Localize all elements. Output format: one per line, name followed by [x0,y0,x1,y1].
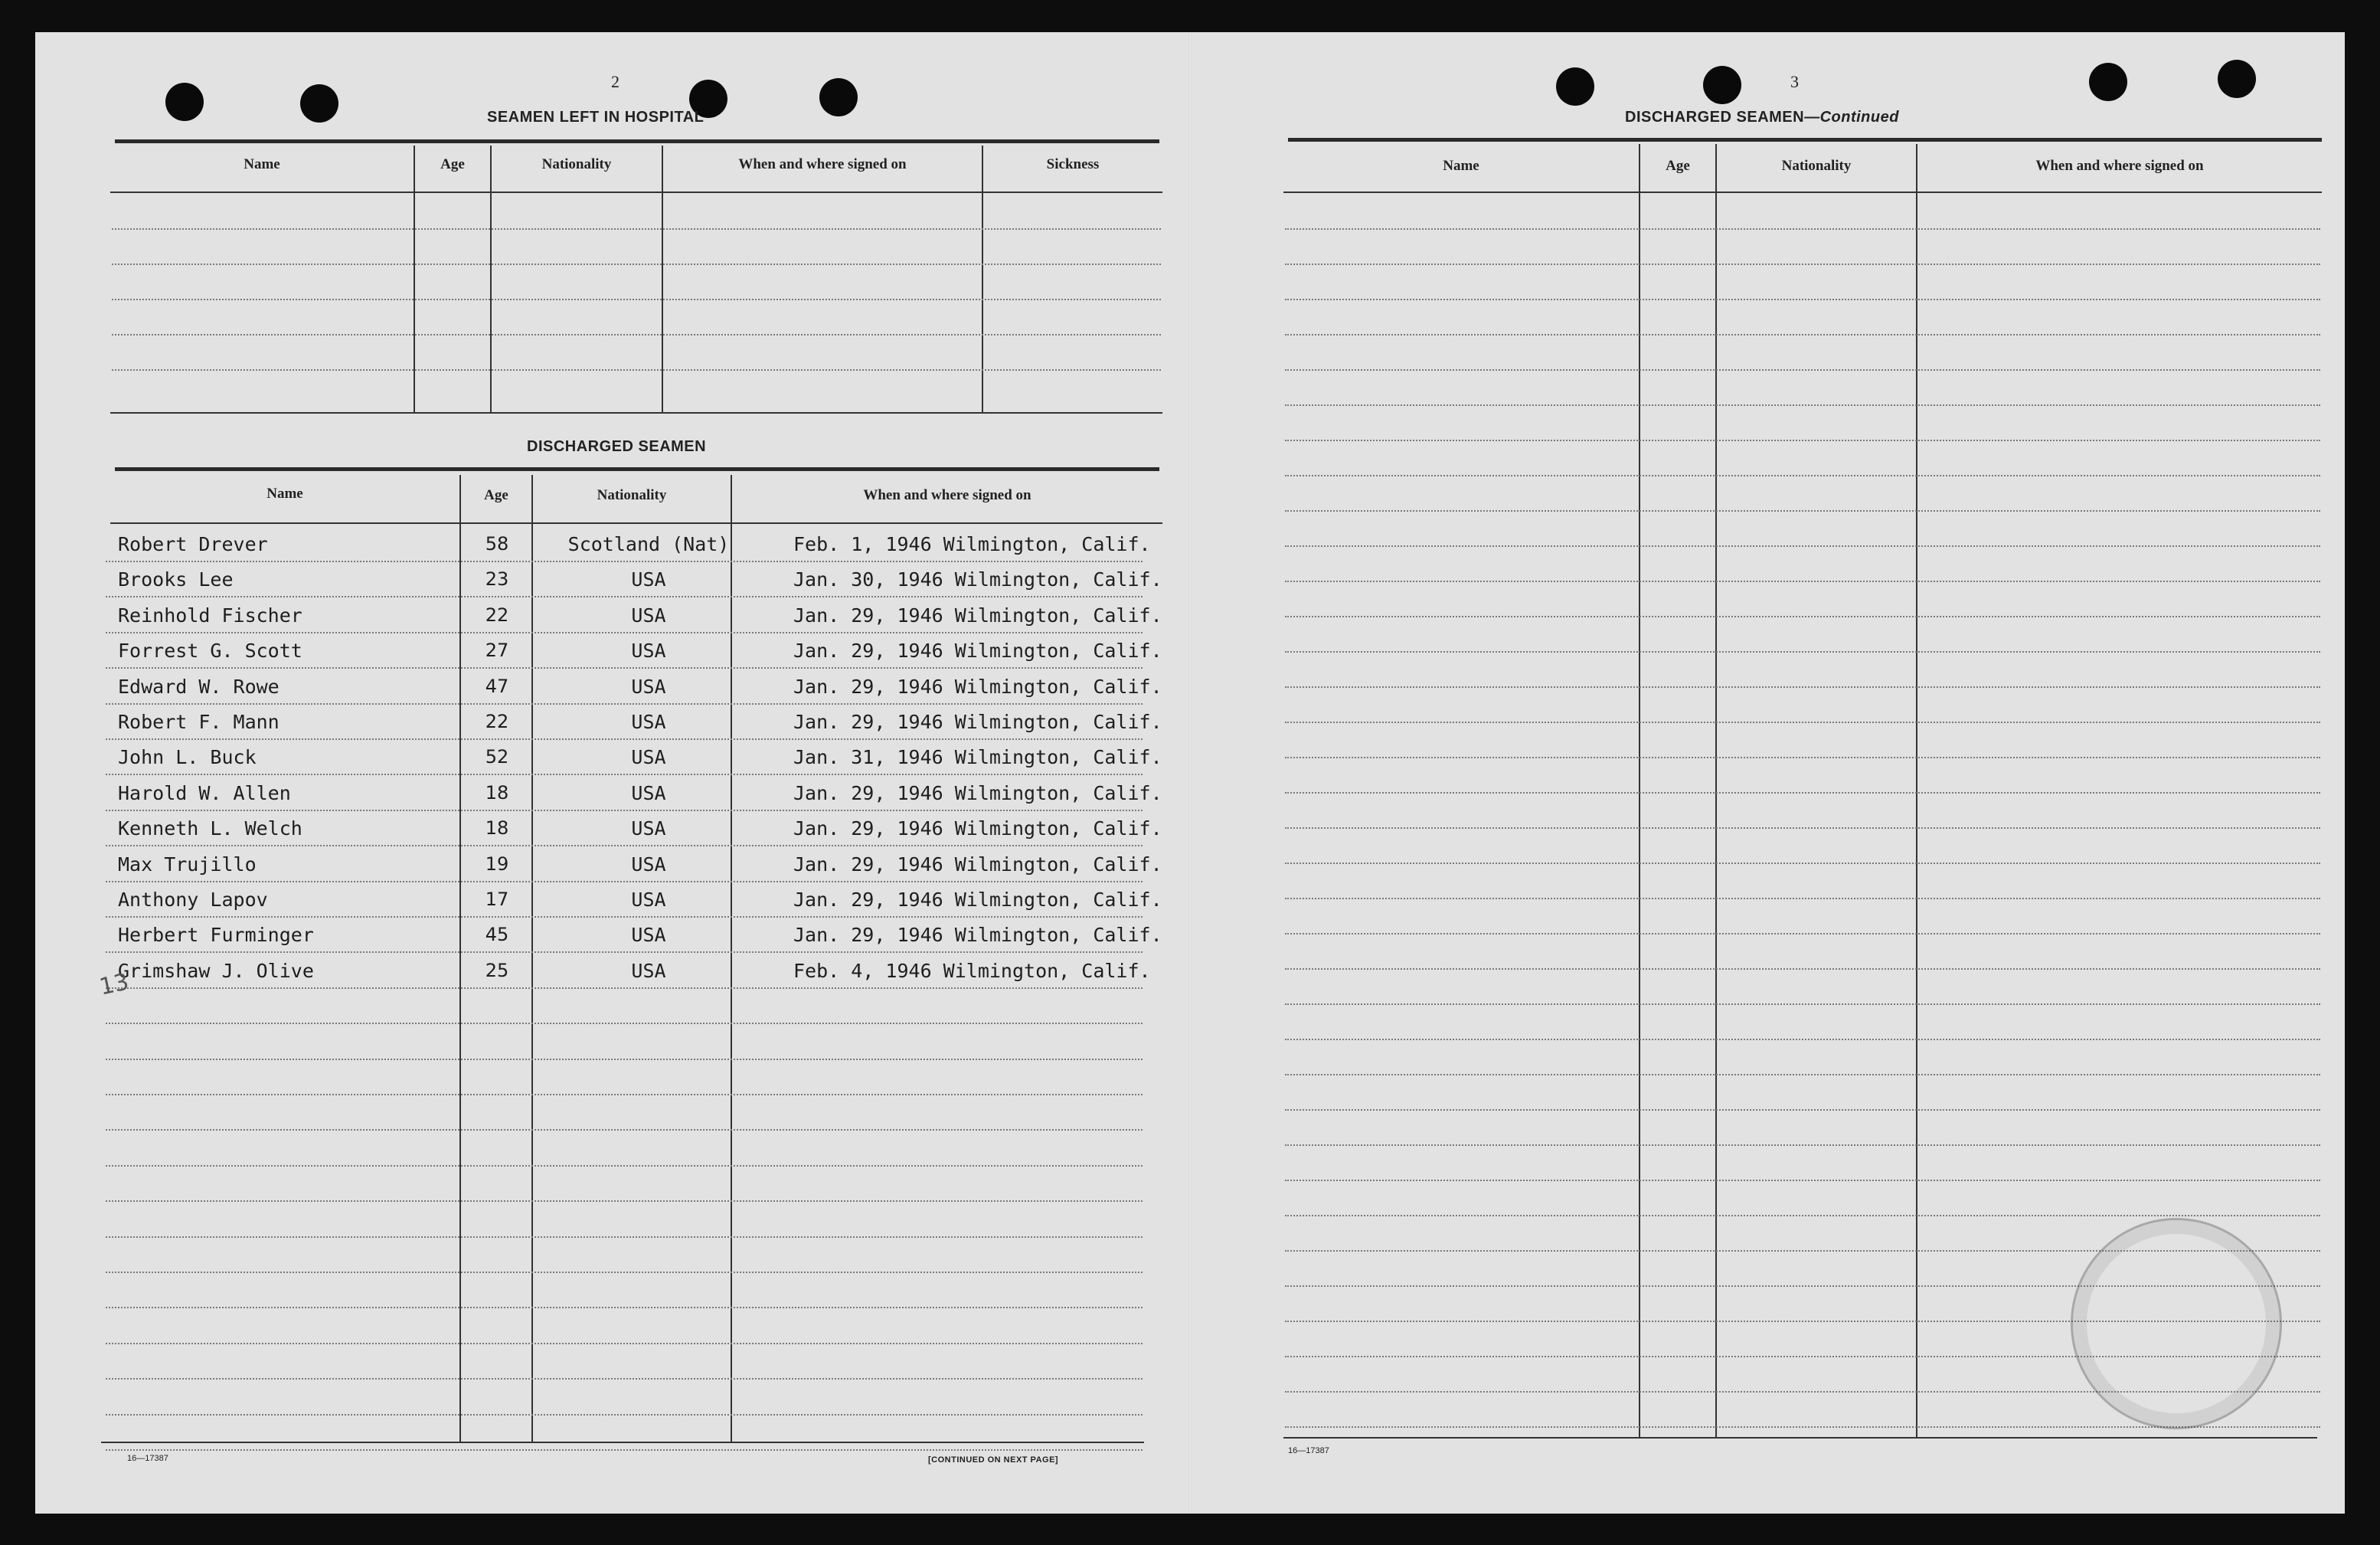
seaman-nationality: USA [631,924,666,947]
seaman-signed-on: Jan. 29, 1946 Wilmington, Calif. [793,640,1162,663]
row-ruling [1285,1039,2320,1040]
seaman-signed-on: Jan. 29, 1946 Wilmington, Calif. [793,711,1162,733]
seaman-signed-on: Jan. 29, 1946 Wilmington, Calif. [793,924,1162,947]
row-ruling [1285,1074,2320,1075]
page-number-right: 3 [1790,72,1799,91]
seaman-nationality: USA [631,889,666,911]
seaman-nationality: USA [631,817,666,840]
row-ruling [1285,898,2320,899]
row-ruling [106,951,1143,953]
row-ruling [106,738,1143,740]
row-ruling [1285,1144,2320,1146]
seaman-nationality: Scotland (Nat) [567,533,730,555]
discharged-col-signed-on: When and where signed on [863,487,1031,503]
row-ruling [106,1343,1143,1344]
row-ruling [106,1307,1143,1308]
discharged-col-name: Name [266,486,303,502]
seaman-name: Max Trujillo [118,853,257,876]
page-fold [1188,32,1192,1514]
table-row [118,604,1162,640]
row-ruling [1285,968,2320,970]
seaman-age: 45 [485,924,509,946]
row-ruling [106,703,1143,705]
row-ruling [1285,1215,2320,1216]
table-row [118,817,1162,853]
seaman-name: Reinhold Fischer [118,604,302,627]
seaman-nationality: USA [631,604,666,627]
table-row [118,853,1162,889]
discharged-col-nationality: Nationality [597,487,667,503]
row-ruling [106,916,1143,918]
row-ruling [106,881,1143,882]
row-ruling [1285,686,2320,688]
row-ruling [106,987,1143,989]
right-title-suffix: —Continued [1804,109,1899,126]
row-ruling [1285,651,2320,653]
seaman-name: Forrest G. Scott [118,640,302,663]
hospital-col-divider [662,146,663,414]
margin-tally-note: 13 [96,968,132,1001]
hospital-section-title: SEAMEN LEFT IN HOSPITAL [487,109,705,126]
row-ruling [106,1414,1143,1416]
right-header-rule [1283,191,2322,193]
right-section-title [1625,109,1899,126]
punch-hole [2218,60,2256,98]
row-ruling [106,1236,1143,1238]
right-col-signed-on: When and where signed on [2035,158,2204,174]
seaman-nationality: USA [631,781,666,804]
hospital-col-name: Name [244,156,280,172]
seaman-age: 25 [485,959,509,981]
table-row [118,924,1162,959]
punch-hole [819,78,858,116]
seaman-name: Anthony Lapov [118,889,268,911]
row-ruling [106,810,1143,811]
right-bottom-rule [1283,1437,2317,1439]
right-col-divider [1916,144,1917,1437]
seaman-signed-on: Jan. 29, 1946 Wilmington, Calif. [793,675,1162,698]
right-col-age: Age [1666,158,1690,174]
seaman-signed-on: Jan. 29, 1946 Wilmington, Calif. [793,781,1162,804]
right-title-text: DISCHARGED SEAMEN [1625,109,1805,126]
row-ruling [106,561,1143,562]
seaman-name: Robert F. Mann [118,711,280,733]
seaman-age: 47 [485,675,509,697]
hospital-bottom-rule [110,412,1162,414]
hospital-col-divider [982,146,983,414]
page-number-left: 2 [611,72,620,91]
seaman-signed-on: Jan. 29, 1946 Wilmington, Calif. [793,889,1162,911]
seaman-name: Brooks Lee [118,568,234,591]
hospital-col-nationality: Nationality [541,156,612,172]
row-ruling [106,1059,1143,1060]
discharged-bottom-rule [101,1442,1144,1443]
row-ruling [1285,369,2320,371]
seaman-name: Kenneth L. Welch [118,817,302,840]
form-code-left: 16—17387 [127,1454,168,1463]
discharged-header-rule [110,522,1162,524]
right-col-name: Name [1443,158,1479,174]
punch-hole [2089,63,2127,101]
row-ruling [1285,722,2320,723]
seaman-name: Edward W. Rowe [118,675,280,698]
punch-hole [1556,67,1594,106]
table-row [118,781,1162,817]
row-ruling [106,774,1143,775]
hospital-col-age: Age [440,156,465,172]
seaman-signed-on: Jan. 29, 1946 Wilmington, Calif. [793,817,1162,840]
discharged-top-rule [115,467,1159,471]
seaman-nationality: USA [631,746,666,769]
right-col-divider [1639,144,1640,1437]
seaman-signed-on: Jan. 29, 1946 Wilmington, Calif. [793,853,1162,876]
row-ruling [1285,510,2320,512]
seaman-signed-on: Jan. 29, 1946 Wilmington, Calif. [793,604,1162,627]
row-ruling [1285,616,2320,617]
seaman-nationality: USA [631,640,666,663]
hospital-col-divider [490,146,492,414]
row-ruling [106,1129,1143,1131]
seaman-name: Harold W. Allen [118,781,291,804]
hospital-col-divider [414,146,415,414]
hospital-row-line [112,299,1161,300]
row-ruling [106,667,1143,669]
hospital-col-signed-on: When and where signed on [738,156,907,172]
seaman-nationality: USA [631,853,666,876]
row-ruling [106,1449,1143,1451]
row-ruling [106,1094,1143,1095]
row-ruling [1285,757,2320,758]
seaman-age: 22 [485,711,509,732]
table-row [118,746,1162,781]
row-ruling [1285,264,2320,265]
hospital-row-line [112,369,1161,371]
seaman-signed-on: Jan. 30, 1946 Wilmington, Calif. [793,568,1162,591]
seaman-age: 18 [485,817,509,840]
row-ruling [1285,581,2320,582]
table-row [118,960,1159,995]
row-ruling [1285,545,2320,547]
seaman-name: Grimshaw J. Olive [118,959,314,982]
row-ruling [106,1378,1143,1380]
row-ruling [1285,228,2320,230]
hospital-row-line [112,264,1161,265]
punch-hole [165,83,204,121]
form-code-right: 16—17387 [1288,1446,1329,1455]
row-ruling [1285,334,2320,336]
document-sheet [35,32,2345,1514]
table-row [118,711,1162,746]
discharged-section-title: DISCHARGED SEAMEN [527,438,707,455]
seaman-name: John L. Buck [118,746,257,769]
row-ruling [1285,792,2320,794]
hospital-row-line [112,228,1161,230]
table-row [118,675,1162,711]
seaman-age: 17 [485,889,509,910]
row-ruling [1285,1180,2320,1181]
seaman-age: 22 [485,604,509,626]
row-ruling [1285,1109,2320,1111]
seaman-age: 52 [485,746,509,768]
seaman-age: 27 [485,640,509,662]
row-ruling [1285,299,2320,300]
table-row [118,533,1159,568]
hospital-col-sickness: Sickness [1046,156,1100,172]
seaman-name: Robert Drever [118,533,268,555]
row-ruling [106,1023,1143,1024]
discharged-col-age: Age [484,487,508,503]
row-ruling [106,1165,1143,1167]
punch-hole [1703,66,1741,104]
hospital-header-rule [110,191,1162,193]
seaman-nationality: USA [631,568,666,591]
right-col-nationality: Nationality [1781,158,1852,174]
seaman-signed-on: Feb. 4, 1946 Wilmington, Calif. [793,959,1151,982]
faded-official-stamp [2071,1218,2282,1429]
right-col-divider [1715,144,1717,1437]
seaman-signed-on: Feb. 1, 1946 Wilmington, Calif. [793,533,1151,555]
seaman-signed-on: Jan. 31, 1946 Wilmington, Calif. [793,746,1162,769]
hospital-top-rule [115,139,1159,143]
seaman-nationality: USA [631,959,666,982]
table-row [118,568,1162,604]
row-ruling [106,1272,1143,1273]
seaman-age: 58 [485,533,509,555]
row-ruling [106,845,1143,846]
row-ruling [1285,404,2320,406]
row-ruling [1285,475,2320,476]
row-ruling [1285,863,2320,864]
right-top-rule [1288,138,2322,142]
table-row [118,640,1162,675]
row-ruling [106,1200,1143,1202]
seaman-age: 23 [485,568,509,591]
row-ruling [106,596,1143,597]
row-ruling [1285,933,2320,935]
hospital-row-line [112,334,1161,336]
seaman-age: 19 [485,853,509,875]
continued-note: [CONTINUED ON NEXT PAGE] [928,1455,1059,1465]
row-ruling [1285,1003,2320,1005]
row-ruling [106,632,1143,633]
table-row [118,889,1162,924]
seaman-nationality: USA [631,675,666,698]
punch-hole [300,84,338,123]
seaman-age: 18 [485,781,509,804]
seaman-name: Herbert Furminger [118,924,314,947]
row-ruling [1285,827,2320,829]
row-ruling [1285,440,2320,441]
seaman-nationality: USA [631,711,666,733]
